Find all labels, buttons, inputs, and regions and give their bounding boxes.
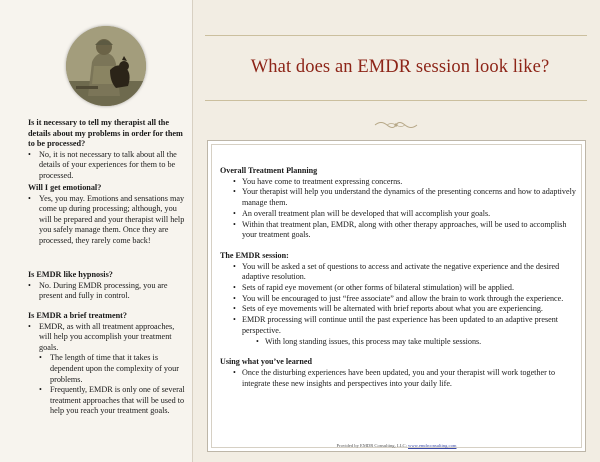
section-treatment-planning <box>220 166 576 241</box>
photo-illustration <box>66 26 146 106</box>
faq-item-brief-treatment <box>28 311 186 417</box>
list-item: • Sets of eye movements will be alternated with brief reports about what you are experiencing. <box>220 304 576 315</box>
footer-link[interactable]: www.emdrconsulting.com <box>408 443 457 448</box>
flourish-divider-icon <box>373 119 419 131</box>
list-item: • You have come to treatment expressing concerns. <box>220 177 576 188</box>
section-emdr-session <box>220 251 576 347</box>
section-heading: The EMDR session: <box>220 250 289 260</box>
faq-answer: • EMDR, as with all treatment approaches, will help you accomplish your treatment goals. <box>28 322 186 354</box>
faq-item-details <box>28 118 186 182</box>
faq-item-emotional <box>28 183 186 247</box>
list-item: • Your therapist will help you understand the dynamics of the presenting concerns and how to adaptively manage them. <box>220 187 576 208</box>
list-item: • An overall treatment plan will be developed that will accomplish your goals. <box>220 209 576 220</box>
faq-answer: • No, it is not necessary to talk about all the details of your experiences for them to be processed. <box>28 150 186 182</box>
session-content <box>220 166 576 389</box>
footer-credit <box>207 443 586 448</box>
list-item: • You will be encouraged to just “free associate” and allow the brain to work through the experience. <box>220 294 576 305</box>
list-item: • Within that treatment plan, EMDR, along with other therapy approaches, will be used to accomplish your treatment goals. <box>220 220 576 241</box>
faq-question: Is EMDR a brief treatment? <box>28 311 127 320</box>
list-item: • Once the disturbing experiences have been updated, you and your therapist will work together to integrate these new insights and perspectives into your daily life. <box>220 368 576 389</box>
sidebar-panel <box>0 0 193 462</box>
section-heading: Using what you’ve learned <box>220 357 312 367</box>
section-heading: Overall Treatment Planning <box>220 166 318 175</box>
faq-item-hypnosis <box>28 270 186 302</box>
faq-question: Is it necessary to tell my therapist all the details about my problems in order for them to be processed? <box>28 118 183 149</box>
list-item-sub: • With long standing issues, this process may take multiple sessions. <box>220 337 576 348</box>
faq-question: Will I get emotional? <box>28 183 102 192</box>
bottom-rule <box>205 100 587 101</box>
soldier-with-dog-photo <box>66 26 146 106</box>
page-title: What does an EMDR session look like? <box>250 57 550 77</box>
section-using-what-learned <box>220 357 576 389</box>
faq-answer-sub: • Frequently, EMDR is only one of several treatment approaches that will be used to help you reach your treatment goals. <box>28 385 186 417</box>
faq-answer-sub: • The length of time that it takes is dependent upon the complexity of your problems. <box>28 353 186 385</box>
list-item: • EMDR processing will continue until the past experience has been updated to an adaptive present perspective. <box>220 315 576 336</box>
faq-answer: • Yes, you may. Emotions and sensations may come up during processing; although, you will be prepared and your therapist will help you safely manage them. Once they are processed, they rarely come back! <box>28 194 186 247</box>
list-item: • Sets of rapid eye movement (or other forms of bilateral stimulation) will be applied. <box>220 283 576 294</box>
footer-text: Provided by EMDR Consulting, LLC; <box>336 443 407 448</box>
faq-answer: • No. During EMDR processing, you are present and fully in control. <box>28 281 186 302</box>
top-rule <box>205 35 587 36</box>
list-item: • You will be asked a set of questions to access and activate the negative experience and the desired adaptive resolution. <box>220 262 576 283</box>
faq-question: Is EMDR like hypnosis? <box>28 270 113 279</box>
